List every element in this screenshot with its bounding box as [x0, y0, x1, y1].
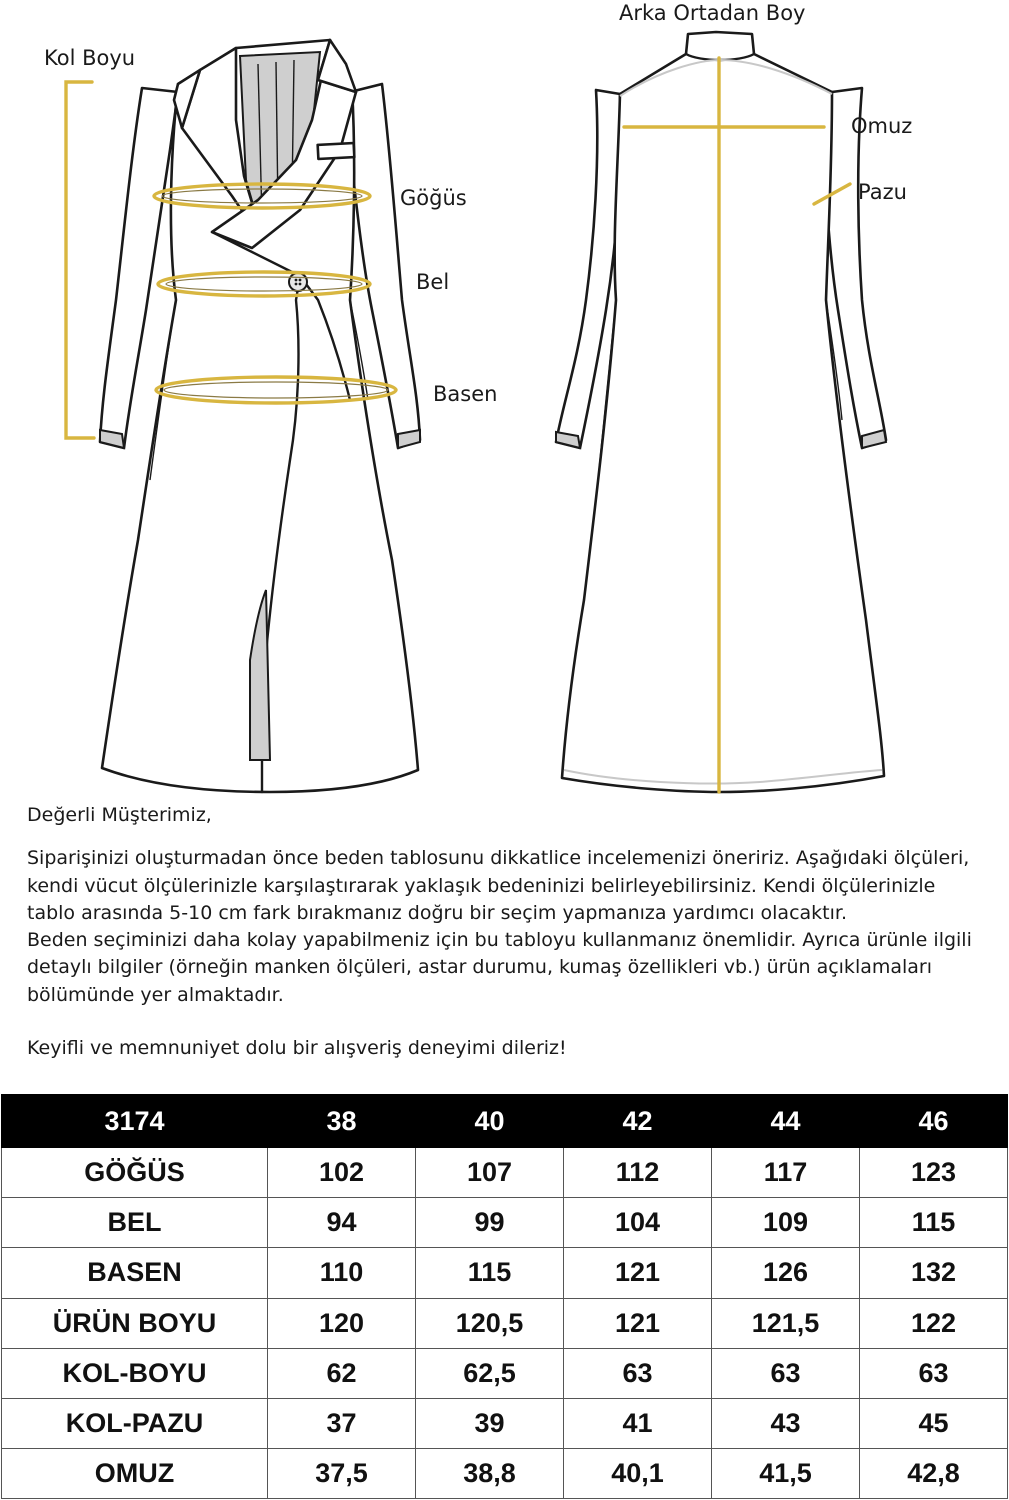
table-cell: 121 [564, 1248, 712, 1298]
table-cell: 62,5 [416, 1348, 564, 1398]
table-cell: 102 [268, 1148, 416, 1198]
table-cell: 37,5 [268, 1449, 416, 1499]
row-label: KOL-PAZU [2, 1398, 268, 1448]
header-product-code: 3174 [2, 1095, 268, 1148]
notice-greeting: Değerli Müşterimiz, [27, 804, 212, 826]
table-cell: 120 [268, 1298, 416, 1348]
table-cell: 45 [860, 1398, 1008, 1448]
customer-notice [27, 802, 987, 1062]
row-label: OMUZ [2, 1449, 268, 1499]
table-row [2, 1148, 1008, 1198]
size-chart-table [1, 1094, 1008, 1499]
label-basen: Basen [433, 382, 498, 406]
table-cell: 43 [712, 1398, 860, 1448]
row-label: BASEN [2, 1248, 268, 1298]
front-coat-illustration [100, 40, 420, 792]
table-header-row [2, 1095, 1008, 1148]
table-cell: 39 [416, 1398, 564, 1448]
table-cell: 40,1 [564, 1449, 712, 1499]
back-coat-illustration [556, 32, 886, 792]
row-label: ÜRÜN BOYU [2, 1298, 268, 1348]
table-row [2, 1449, 1008, 1499]
row-label: BEL [2, 1198, 268, 1248]
table-cell: 121,5 [712, 1298, 860, 1348]
table-cell: 109 [712, 1198, 860, 1248]
table-cell: 122 [860, 1298, 1008, 1348]
label-omuz: Omuz [851, 114, 913, 138]
table-row [2, 1398, 1008, 1448]
table-cell: 37 [268, 1398, 416, 1448]
table-row [2, 1298, 1008, 1348]
table-cell: 110 [268, 1248, 416, 1298]
table-cell: 41,5 [712, 1449, 860, 1499]
notice-paragraph-1: Siparişinizi oluşturmadan önce beden tablosunu dikkatlice incelemenizi öneririz. Aşağıdaki ölçüleri, kendi vücut ölçülerinizle karşılaştırarak yaklaşık bedeninizi belirleyebilirsiniz. Kendi ölçülerinizle tablo arasında 5-10 cm fark bırakmanız doğru bir seçim yapmanıza yardımcı olacaktır. [27, 847, 970, 924]
table-cell: 117 [712, 1148, 860, 1198]
table-cell: 99 [416, 1198, 564, 1248]
table-cell: 94 [268, 1198, 416, 1248]
header-size: 46 [860, 1095, 1008, 1148]
table-cell: 63 [564, 1348, 712, 1398]
table-cell: 121 [564, 1298, 712, 1348]
table-cell: 42,8 [860, 1449, 1008, 1499]
table-cell: 62 [268, 1348, 416, 1398]
row-label: KOL-BOYU [2, 1348, 268, 1398]
row-label: GÖĞÜS [2, 1148, 268, 1198]
table-cell: 123 [860, 1148, 1008, 1198]
table-cell: 115 [860, 1198, 1008, 1248]
notice-paragraph-2: Beden seçiminizi daha kolay yapabilmeniz için bu tabloyu kullanmanız önemlidir. Ayrıca ürünle ilgili detaylı bilgiler (örneğin manken ölçüleri, astar durumu, kumaş özellikleri vb.) ürün açıklamaları bölümünde yer almaktadır. [27, 929, 972, 1006]
kol-boyu-bracket [66, 82, 94, 438]
table-row [2, 1348, 1008, 1398]
notice-closing: Keyifli ve memnuniyet dolu bir alışveriş deneyimi dileriz! [27, 1037, 567, 1060]
table-cell: 112 [564, 1148, 712, 1198]
header-size: 40 [416, 1095, 564, 1148]
table-cell: 104 [564, 1198, 712, 1248]
table-cell: 38,8 [416, 1449, 564, 1499]
table-cell: 107 [416, 1148, 564, 1198]
header-size: 42 [564, 1095, 712, 1148]
table-cell: 126 [712, 1248, 860, 1298]
table-cell: 63 [860, 1348, 1008, 1398]
label-arka-ortadan-boy: Arka Ortadan Boy [619, 1, 806, 25]
table-row [2, 1198, 1008, 1248]
table-cell: 41 [564, 1398, 712, 1448]
table-row [2, 1248, 1008, 1298]
label-bel: Bel [416, 270, 450, 294]
label-gogus: Göğüs [400, 186, 467, 210]
table-cell: 115 [416, 1248, 564, 1298]
label-pazu: Pazu [858, 180, 907, 204]
table-cell: 132 [860, 1248, 1008, 1298]
header-size: 44 [712, 1095, 860, 1148]
table-cell: 120,5 [416, 1298, 564, 1348]
label-kol-boyu: Kol Boyu [44, 46, 136, 70]
table-cell: 63 [712, 1348, 860, 1398]
header-size: 38 [268, 1095, 416, 1148]
